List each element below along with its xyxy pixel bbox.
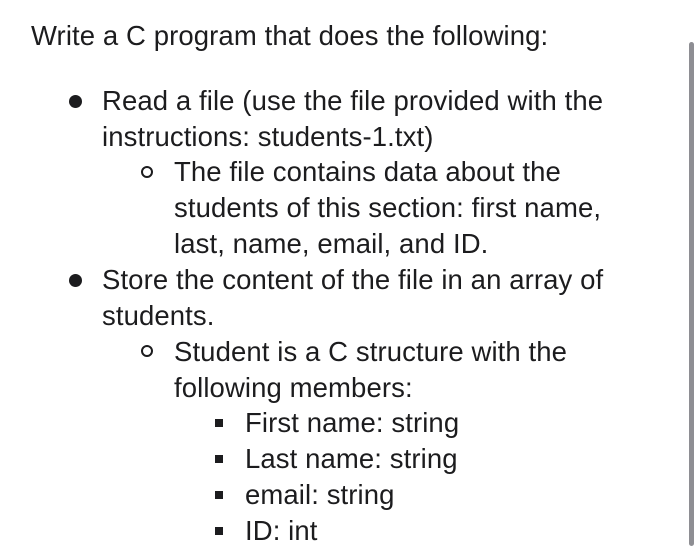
sub-item-1-line-1: The file contains data about the <box>174 156 561 187</box>
bullet-circle-icon <box>141 345 153 357</box>
bullet-disc-icon <box>69 95 82 108</box>
list-item-2-line-1: Store the content of the file in an array of <box>102 264 604 295</box>
sub-item-1-line-3: last, name, email, and ID. <box>174 228 489 259</box>
member-email: email: string <box>245 479 395 510</box>
list-item-1-line-2: instructions: students-1.txt) <box>102 121 434 152</box>
heading: Write a C program that does the following: <box>31 20 549 51</box>
bullet-square-icon <box>215 419 223 427</box>
bullet-circle-icon <box>141 166 153 178</box>
member-id: ID: int <box>245 515 318 546</box>
bullet-square-icon <box>215 455 223 463</box>
member-first-name: First name: string <box>245 407 460 438</box>
vertical-scrollbar[interactable] <box>689 42 694 546</box>
bullet-square-icon <box>215 527 223 535</box>
sub-item-2-line-2: following members: <box>174 372 413 403</box>
bullet-square-icon <box>215 491 223 499</box>
sub-item-2-line-1: Student is a C structure with the <box>174 336 568 367</box>
list-item-2-line-2: students. <box>102 300 215 331</box>
sub-item-1-line-2: students of this section: first name, <box>174 192 602 223</box>
bullet-disc-icon <box>69 274 82 287</box>
list-item-1-line-1: Read a file (use the file provided with the <box>102 85 604 116</box>
member-last-name: Last name: string <box>245 443 458 474</box>
